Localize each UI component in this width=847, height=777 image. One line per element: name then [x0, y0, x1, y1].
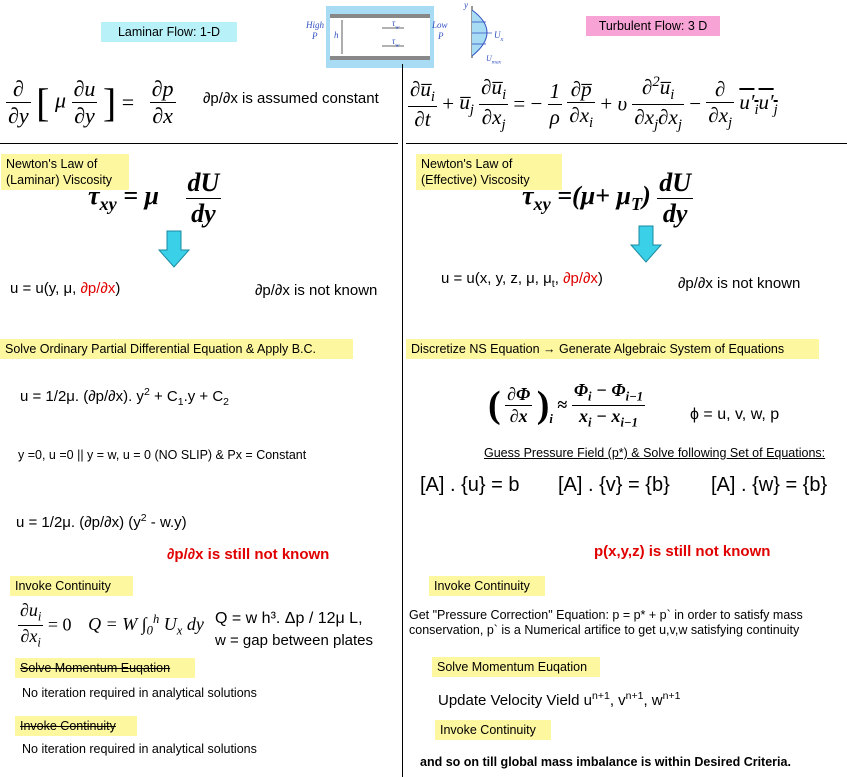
- laminar-shear-stress-equation: $\tau_{xy} = \mu$ $\frac{dU}{dy}$: [88, 168, 220, 228]
- no-iteration-note-1: No iteration required in analytical solutions: [22, 686, 257, 700]
- turbulent-still-unknown: p(x,y,z) is still not known: [594, 543, 771, 560]
- invoke-continuity-label-right-2: Invoke Continuity: [435, 720, 551, 740]
- final-solution: u = 1/2μ. (∂p/∂x) $(y^2 - w.y)$: [16, 512, 187, 531]
- system-v: [A] . {v} = {b}: [558, 474, 670, 496]
- flow-rate-equation: Q = w h³. Δp / 12μ L,: [215, 610, 363, 627]
- guess-pressure-note: Guess Pressure Field (p*) & Solve following Set of Equations:: [484, 446, 826, 460]
- effective-shear-stress-equation: $\tau_{xy} =(\mu+ \mu_T)$ $\frac{dU}{dy}$: [522, 168, 692, 228]
- channel-flow-diagram: High P Low P h $\tau_w$ $\tau_w$: [306, 6, 458, 68]
- solve-ode-label: Solve Ordinary Partial Differential Equation & Apply B.C.: [0, 339, 353, 359]
- equation-divider-right: [406, 143, 847, 144]
- down-arrow-icon: [630, 225, 662, 268]
- general-solution: u = 1/2μ. (∂p/∂x). $y^2 + C_1.y + C_2$: [20, 386, 230, 408]
- newton-law-laminar-label: Newton's Law of (Laminar) Viscosity: [1, 154, 129, 190]
- continuity-equation: $\frac{\partial u_i}{\partial x_i}$ = 0 Q = W $\int_0^h$ $U_x$ dy: [20, 600, 204, 650]
- laminar-flow-label: Laminar Flow: 1-D: [101, 22, 237, 42]
- gap-definition: w = gap between plates: [215, 632, 374, 649]
- invoke-continuity-label-left: Invoke Continuity: [10, 576, 133, 596]
- down-arrow-icon: [158, 230, 190, 273]
- phi-definition: ϕ = u, v, w, p: [690, 406, 780, 423]
- invoke-continuity-label-right: Invoke Continuity: [429, 576, 545, 596]
- discretize-label: Discretize NS Equation → Generate Algebraic System of Equations: [406, 339, 819, 359]
- discretization-equation: ( $\frac{\partial\Phi}{\partial x}$ )$_i$ ≈ $\frac{\Phi_i - \Phi_{i-1}}{x_i - x_{i-1}}$: [488, 380, 644, 430]
- system-u: [A] . {u} = b: [420, 474, 520, 496]
- update-velocity: Update Velocity Vield $u^{n+1}$, $v^{n+1}$, $w^{n+1}$: [438, 690, 681, 709]
- laminar-velocity-function: u = u(y, μ, ∂p/∂x): [10, 280, 121, 297]
- boundary-conditions: y =0, u =0 || y = w, u = 0 (NO SLIP) & Px = Constant: [18, 448, 307, 462]
- convergence-note: and so on till global mass imbalance is within Desired Criteria.: [420, 755, 791, 769]
- pressure-correction-line-1: Get "Pressure Correction" Equation: p = p* + p` in order to satisfy mass: [409, 608, 803, 622]
- no-iteration-note-2: No iteration required in analytical solutions: [22, 742, 257, 756]
- laminar-momentum-equation: $\frac{\partial}{\partial y}$ [ μ $\frac{\partial u}{\partial y}$ ] = $\frac{\partial p}{\partial x}$: [8, 76, 174, 128]
- equation-divider-left: [0, 143, 398, 144]
- solve-momentum-struck-left: Solve Momentum Euqation: [15, 658, 195, 678]
- turbulent-flow-label: Turbulent Flow: 3 D: [586, 16, 720, 36]
- solve-momentum-label-right: Solve Momentum Euqation: [432, 657, 600, 677]
- laminar-still-unknown: ∂p/∂x is still not known: [167, 546, 330, 563]
- laminar-not-known: ∂p/∂x is not known: [255, 282, 378, 299]
- velocity-profile-diagram: y $U_x$ $U_{max}$: [464, 0, 504, 66]
- invoke-continuity-struck-left: Invoke Continuity: [15, 716, 137, 736]
- system-w: [A] . {w} = {b}: [711, 474, 828, 496]
- pressure-correction-line-2: conservation, p` is a Numerical artifice to get u,v,w satisfying continuity: [409, 623, 800, 637]
- turbulent-not-known: ∂p/∂x is not known: [678, 275, 801, 292]
- newton-law-effective-label: Newton's Law of (Effective) Viscosity: [416, 154, 562, 190]
- pressure-gradient-assumption: ∂p/∂x is assumed constant: [203, 90, 379, 107]
- turbulent-velocity-function: u = u(x, y, z, μ, $\mu_t$, ∂p/∂x): [441, 270, 603, 290]
- column-divider: [402, 64, 403, 777]
- rans-momentum-equation: $\frac{\partial u̅_i}{\partial t}$ + $u̅_j$ $\frac{\partial u̅_i}{\partial x_j}$ = − $\frac{1}{\rho}$ $\frac{\partial p̅}{\partial x_i}$ + υ $\frac{\partial^2u̅_i}{\partial x_j\partial x_j}$ − $\frac{\partial}{\partial x_j}$ $u'_iu'_j$: [410, 74, 778, 134]
